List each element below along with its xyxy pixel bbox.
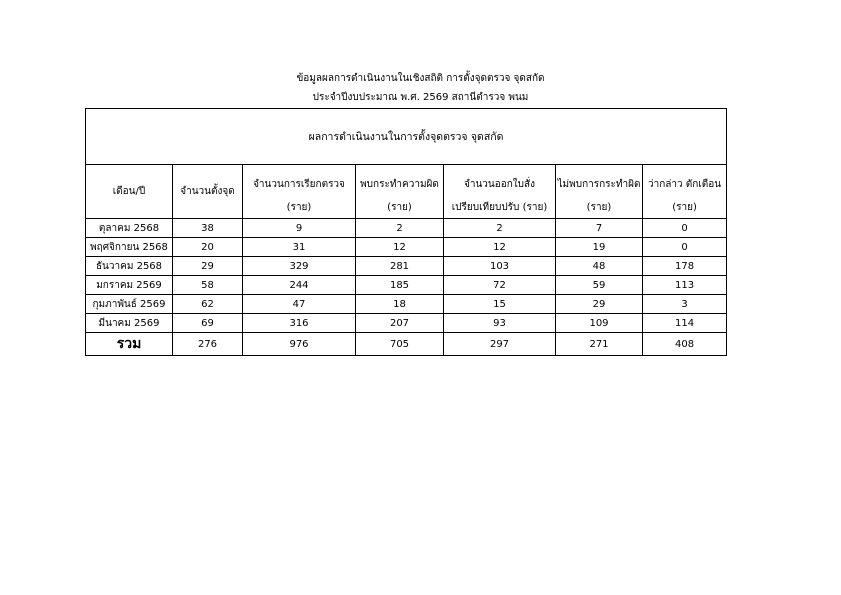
cell-inspections: 9 (243, 219, 356, 238)
cell-warnings: 113 (643, 276, 727, 295)
table-row (86, 295, 727, 314)
header-offenses: พบกระทำความผิด (ราย) (356, 165, 444, 219)
cell-checkpoints: 58 (173, 276, 243, 295)
table-row (86, 219, 727, 238)
cell-checkpoints: 38 (173, 219, 243, 238)
cell-fines: 2 (444, 219, 556, 238)
cell-checkpoints: 62 (173, 295, 243, 314)
cell-offenses: 2 (356, 219, 444, 238)
cell-month: กุมภาพันธ์ 2569 (86, 295, 173, 314)
cell-warnings: 114 (643, 314, 727, 333)
total-no-offense: 271 (556, 333, 643, 356)
cell-checkpoints: 69 (173, 314, 243, 333)
cell-month: มกราคม 2569 (86, 276, 173, 295)
header-inspections: จำนวนการเรียกตรวจ (ราย) (243, 165, 356, 219)
cell-checkpoints: 29 (173, 257, 243, 276)
table-row (86, 238, 727, 257)
cell-checkpoints: 20 (173, 238, 243, 257)
cell-offenses: 185 (356, 276, 444, 295)
report-title: ข้อมูลผลการดำเนินงานในเชิงสถิติ การตั้งจุดตรวจ จุดสกัด (296, 73, 545, 84)
cell-no-offense: 48 (556, 257, 643, 276)
header-no-offense: ไม่พบการกระทำผิด (ราย) (556, 165, 643, 219)
cell-no-offense: 109 (556, 314, 643, 333)
cell-month: ตุลาคม 2568 (86, 219, 173, 238)
cell-fines: 15 (444, 295, 556, 314)
cell-no-offense: 59 (556, 276, 643, 295)
cell-no-offense: 7 (556, 219, 643, 238)
cell-no-offense: 29 (556, 295, 643, 314)
cell-offenses: 281 (356, 257, 444, 276)
total-checkpoints: 276 (173, 333, 243, 356)
cell-fines: 93 (444, 314, 556, 333)
cell-offenses: 18 (356, 295, 444, 314)
cell-fines: 12 (444, 238, 556, 257)
cell-warnings: 0 (643, 219, 727, 238)
cell-fines: 103 (444, 257, 556, 276)
total-offenses: 705 (356, 333, 444, 356)
cell-month: ธันวาคม 2568 (86, 257, 173, 276)
total-label: รวม (86, 333, 173, 356)
cell-no-offense: 19 (556, 238, 643, 257)
cell-inspections: 47 (243, 295, 356, 314)
header-fines: จำนวนออกใบสั่ง เปรียบเทียบปรับ (ราย) (444, 165, 556, 219)
header-month: เดือน/ปี (86, 165, 173, 219)
cell-inspections: 316 (243, 314, 356, 333)
header-checkpoints: จำนวนตั้งจุด (173, 165, 243, 219)
results-table (85, 108, 727, 356)
header-warnings: ว่ากล่าว ตักเตือน (ราย) (643, 165, 727, 219)
header-row (86, 165, 727, 219)
cell-warnings: 0 (643, 238, 727, 257)
total-fines: 297 (444, 333, 556, 356)
cell-month: พฤศจิกายน 2568 (86, 238, 173, 257)
table-row (86, 276, 727, 295)
table-row (86, 314, 727, 333)
table-row (86, 257, 727, 276)
cell-offenses: 12 (356, 238, 444, 257)
total-row (86, 333, 727, 356)
cell-offenses: 207 (356, 314, 444, 333)
section-title: ผลการดำเนินงานในการตั้งจุดตรวจ จุดสกัด (86, 109, 727, 165)
cell-warnings: 3 (643, 295, 727, 314)
cell-month: มีนาคม 2569 (86, 314, 173, 333)
cell-fines: 72 (444, 276, 556, 295)
total-warnings: 408 (643, 333, 727, 356)
cell-inspections: 329 (243, 257, 356, 276)
report-subtitle: ประจำปีงบประมาณ พ.ศ. 2569 สถานีตำรวจ พนม (312, 92, 529, 103)
cell-warnings: 178 (643, 257, 727, 276)
cell-inspections: 31 (243, 238, 356, 257)
cell-inspections: 244 (243, 276, 356, 295)
total-inspections: 976 (243, 333, 356, 356)
